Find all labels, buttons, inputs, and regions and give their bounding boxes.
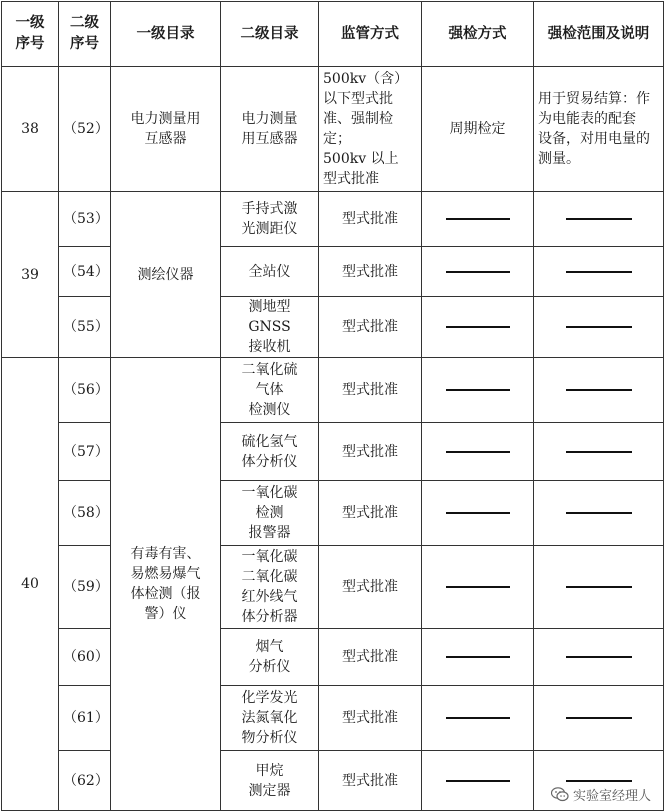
level2-no: （57） xyxy=(59,423,111,481)
supervision-mode: 型式批准 xyxy=(319,247,422,297)
inspection-mode-dash xyxy=(422,629,534,686)
watermark xyxy=(548,784,654,805)
inspection-mode-dash xyxy=(422,358,534,423)
header-level1-no: 一级 序号 xyxy=(2,2,59,67)
table-row xyxy=(2,629,664,686)
level2-no: （60） xyxy=(59,629,111,686)
level2-catalog: 硫化氢气 体分析仪 xyxy=(221,423,319,481)
supervision-mode: 型式批准 xyxy=(319,297,422,358)
table-row xyxy=(2,247,664,297)
supervision-mode: 500kv（含） 以下型式批 准、强制检 定； 500kv 以上 型式批准 xyxy=(319,67,422,192)
level1-catalog: 有毒有害、 易燃易爆气 体检测（报 警）仪 xyxy=(111,358,221,811)
level2-no: （59） xyxy=(59,546,111,629)
inspection-mode-dash xyxy=(422,297,534,358)
wechat-icon xyxy=(551,787,569,802)
header-level2-no: 二级 序号 xyxy=(59,2,111,67)
dash-line xyxy=(566,271,632,273)
supervision-mode: 型式批准 xyxy=(319,686,422,751)
table-row xyxy=(2,358,664,423)
table-row xyxy=(2,297,664,358)
level1-no: 38 xyxy=(2,67,59,192)
level2-no: （53） xyxy=(59,192,111,247)
inspection-mode-dash xyxy=(422,546,534,629)
dash-line xyxy=(566,586,632,588)
dash-line xyxy=(566,656,632,658)
level2-catalog: 全站仪 xyxy=(221,247,319,297)
level2-catalog: 化学发光 法氮氧化 物分析仪 xyxy=(221,686,319,751)
level2-catalog: 手持式激 光测距仪 xyxy=(221,192,319,247)
table-row xyxy=(2,67,664,192)
scope-notes-dash xyxy=(534,686,664,751)
scope-notes-dash xyxy=(534,629,664,686)
header-level1-catalog: 一级目录 xyxy=(111,2,221,67)
header-level2-catalog: 二级目录 xyxy=(221,2,319,67)
inspection-mode-dash xyxy=(422,751,534,811)
dash-line xyxy=(446,271,510,273)
scope-notes-dash xyxy=(534,481,664,546)
inspection-mode-dash xyxy=(422,686,534,751)
supervision-mode: 型式批准 xyxy=(319,629,422,686)
dash-line xyxy=(446,717,510,719)
dash-line xyxy=(446,451,510,453)
supervision-mode: 型式批准 xyxy=(319,546,422,629)
catalog-table xyxy=(1,1,664,811)
level2-no: （54） xyxy=(59,247,111,297)
level2-no: （56） xyxy=(59,358,111,423)
dash-line xyxy=(566,780,632,782)
level1-no: 39 xyxy=(2,192,59,358)
level1-catalog: 测绘仪器 xyxy=(111,192,221,358)
level2-catalog: 烟气 分析仪 xyxy=(221,629,319,686)
level2-catalog: 一氧化碳 检测 报警器 xyxy=(221,481,319,546)
level2-catalog: 测地型 GNSS 接收机 xyxy=(221,297,319,358)
watermark-text: 实验室经理人 xyxy=(572,789,651,804)
scope-notes-dash xyxy=(534,358,664,423)
dash-line xyxy=(446,389,510,391)
inspection-mode-dash xyxy=(422,192,534,247)
inspection-mode-dash xyxy=(422,481,534,546)
table-row xyxy=(2,481,664,546)
dash-line xyxy=(566,218,632,220)
scope-notes-dash xyxy=(534,423,664,481)
level2-catalog: 电力测量 用互感器 xyxy=(221,67,319,192)
dash-line xyxy=(446,656,510,658)
dash-line xyxy=(566,326,632,328)
table-row xyxy=(2,546,664,629)
inspection-mode: 周期检定 xyxy=(422,67,534,192)
dash-line xyxy=(566,451,632,453)
dash-line xyxy=(446,512,510,514)
dash-line xyxy=(446,326,510,328)
supervision-mode: 型式批准 xyxy=(319,192,422,247)
dash-line xyxy=(566,717,632,719)
level2-catalog: 甲烷 测定器 xyxy=(221,751,319,811)
dash-line xyxy=(446,218,510,220)
supervision-mode: 型式批准 xyxy=(319,423,422,481)
level1-no: 40 xyxy=(2,358,59,811)
level2-no: （52） xyxy=(59,67,111,192)
level2-catalog: 一氧化碳 二氧化碳 红外线气 体分析器 xyxy=(221,546,319,629)
inspection-mode-dash xyxy=(422,423,534,481)
dash-line xyxy=(446,780,510,782)
scope-notes-dash xyxy=(534,247,664,297)
level2-no: （58） xyxy=(59,481,111,546)
level2-catalog: 二氧化硫 气体 检测仪 xyxy=(221,358,319,423)
header-supervision-mode: 监管方式 xyxy=(319,2,422,67)
header-inspection-mode: 强检方式 xyxy=(422,2,534,67)
scope-notes-dash xyxy=(534,297,664,358)
supervision-mode: 型式批准 xyxy=(319,751,422,811)
dash-line xyxy=(446,586,510,588)
supervision-mode: 型式批准 xyxy=(319,481,422,546)
dash-line xyxy=(566,389,632,391)
level2-no: （62） xyxy=(59,751,111,811)
header-row xyxy=(2,2,664,67)
level2-no: （61） xyxy=(59,686,111,751)
header-scope-notes: 强检范围及说明 xyxy=(534,2,664,67)
table-row xyxy=(2,192,664,247)
supervision-mode: 型式批准 xyxy=(319,358,422,423)
level2-no: （55） xyxy=(59,297,111,358)
scope-notes-dash xyxy=(534,192,664,247)
scope-notes-dash xyxy=(534,546,664,629)
table-row xyxy=(2,686,664,751)
table-row xyxy=(2,423,664,481)
level1-catalog: 电力测量用 互感器 xyxy=(111,67,221,192)
dash-line xyxy=(566,512,632,514)
inspection-mode-dash xyxy=(422,247,534,297)
scope-notes: 用于贸易结算：作 为电能表的配套 设备，对用电量的 测量。 xyxy=(534,67,664,192)
